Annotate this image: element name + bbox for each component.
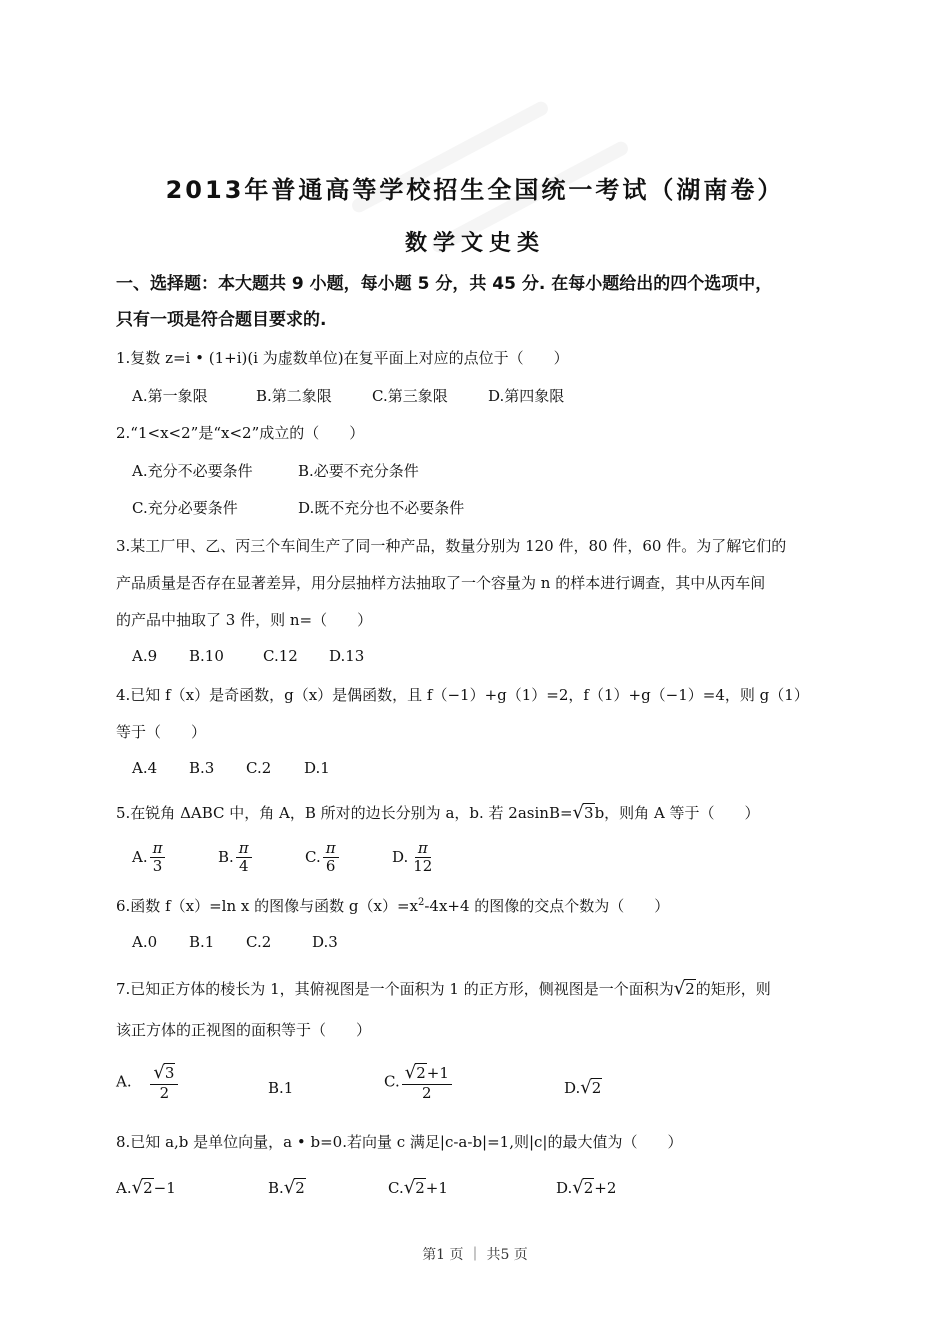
q7-option-c: C. $\frac{√2+1}{2}$ — [384, 1063, 452, 1102]
q6-option-c: C.2 — [246, 933, 272, 951]
q5-stem-part2: b，则角 A 等于（ ） — [594, 804, 760, 822]
q1-option-a: A.第一象限 — [132, 387, 208, 405]
q6-option-a: A.0 — [132, 933, 158, 951]
q8-option-a: A.√2−1 — [116, 1177, 176, 1198]
q8-option-c: C.√2+1 — [388, 1177, 448, 1198]
q8-option-b: B.√2 — [268, 1177, 305, 1198]
q2-option-d: D.既不充分也不必要条件 — [298, 499, 465, 517]
page-subtitle: 数学文史类 — [404, 231, 545, 256]
fraction: $\frac{√3}{2}$ — [150, 1063, 178, 1102]
q3-option-c: C.12 — [263, 647, 298, 665]
page-footer: 第1 页 ｜ 共5 页 — [422, 1247, 528, 1263]
page-title: 2013年普通高等学校招生全国统一考试（湖南卷） — [165, 176, 785, 204]
question-4-stem-line1: 4.已知 f（x）是奇函数，g（x）是偶函数，且 f（−1）+g（1）=2，f（1）+g（−1）=4，则 g（1） — [116, 686, 809, 704]
q1-option-c: C.第三象限 — [372, 387, 448, 405]
sqrt-2: √2 — [673, 978, 695, 999]
fraction: $\frac{\pi}{4}$ — [236, 840, 252, 876]
question-3-stem-line3: 的产品中抽取了 3 件，则 n=（ ） — [116, 611, 373, 629]
q5-option-a: A. $\frac{\pi}{3}$ — [132, 840, 165, 876]
q7-option-b: B.1 — [268, 1079, 294, 1097]
question-3-stem-line1: 3.某工厂甲、乙、丙三个车间生产了同一种产品，数量分别为 120 件，80 件，60 件。为了解它们的 — [116, 537, 787, 555]
q7-option-d: D.√2 — [564, 1077, 602, 1098]
q3-option-a: A.9 — [132, 647, 158, 665]
question-6-stem: 6.函数 f（x）=ln x 的图像与函数 $g(x)=x^2-4x+4$ 的图像的交点个数为（ ） — [116, 897, 670, 915]
q1-option-b: B.第二象限 — [256, 387, 332, 405]
q5-option-d: D. $\frac{\pi}{12}$ — [392, 840, 435, 876]
question-7-stem-line1: 7.已知正方体的棱长为 1，其俯视图是一个面积为 1 的正方形，侧视图是一个面积为√2的矩形，则 — [116, 978, 771, 999]
q5-option-c: C. $\frac{\pi}{6}$ — [305, 840, 339, 876]
q4-option-b: B.3 — [189, 759, 215, 777]
sqrt-2: √2 — [580, 1077, 602, 1098]
section-heading-line2: 只有一项是符合题目要求的. — [116, 310, 327, 330]
q5-option-b: B. $\frac{\pi}{4}$ — [218, 840, 252, 876]
q4-option-d: D.1 — [304, 759, 330, 777]
fraction: $\frac{\pi}{6}$ — [323, 840, 339, 876]
fraction: $\frac{\pi}{12}$ — [413, 839, 433, 876]
q2-option-a: A.充分不必要条件 — [132, 462, 253, 480]
sqrt-3: √3 — [572, 802, 594, 823]
q7-option-a: A. $\frac{√3}{2}$ — [116, 1063, 178, 1102]
question-7-stem-line2: 该正方体的正视图的面积等于（ ） — [116, 1021, 372, 1039]
question-8-stem: 8.已知 a,b 是单位向量，a • b=0.若向量 c 满足|c-a-b|=1,则|c|的最大值为（ ） — [116, 1133, 683, 1151]
q5-stem-part1: 5.在锐角 ΔABC 中，角 A，B 所对的边长分别为 a，b. 若 2asinB= — [116, 804, 573, 822]
question-1-stem: 1.复数 z=i • (1+i)(i 为虚数单位)在复平面上对应的点位于（ ） — [116, 349, 569, 367]
q3-option-d: D.13 — [329, 647, 365, 665]
fraction: $\frac{√2+1}{2}$ — [402, 1063, 452, 1102]
q6-option-b: B.1 — [189, 933, 215, 951]
question-3-stem-line2: 产品质量是否存在显著差异，用分层抽样方法抽取了一个容量为 n 的样本进行调查，其中从丙车间 — [116, 574, 766, 592]
q1-option-d: D.第四象限 — [488, 387, 565, 405]
section-heading-line1: 一、选择题：本大题共 9 小题，每小题 5 分，共 45 分. 在每小题给出的四个选项中， — [116, 274, 773, 294]
q2-option-c: C.充分必要条件 — [132, 499, 238, 517]
q3-option-b: B.10 — [189, 647, 224, 665]
question-5-stem — [116, 802, 760, 823]
question-4-stem-line2: 等于（ ） — [116, 723, 207, 741]
q6-option-d: D.3 — [312, 933, 338, 951]
q4-option-a: A.4 — [132, 759, 158, 777]
q8-option-d: D.√2+2 — [556, 1177, 617, 1198]
q4-option-c: C.2 — [246, 759, 272, 777]
fraction: $\frac{\pi}{3}$ — [150, 840, 166, 876]
question-2-stem: 2.“1<x<2”是“x<2”成立的（ ） — [116, 424, 365, 442]
q2-option-b: B.必要不充分条件 — [298, 462, 419, 480]
